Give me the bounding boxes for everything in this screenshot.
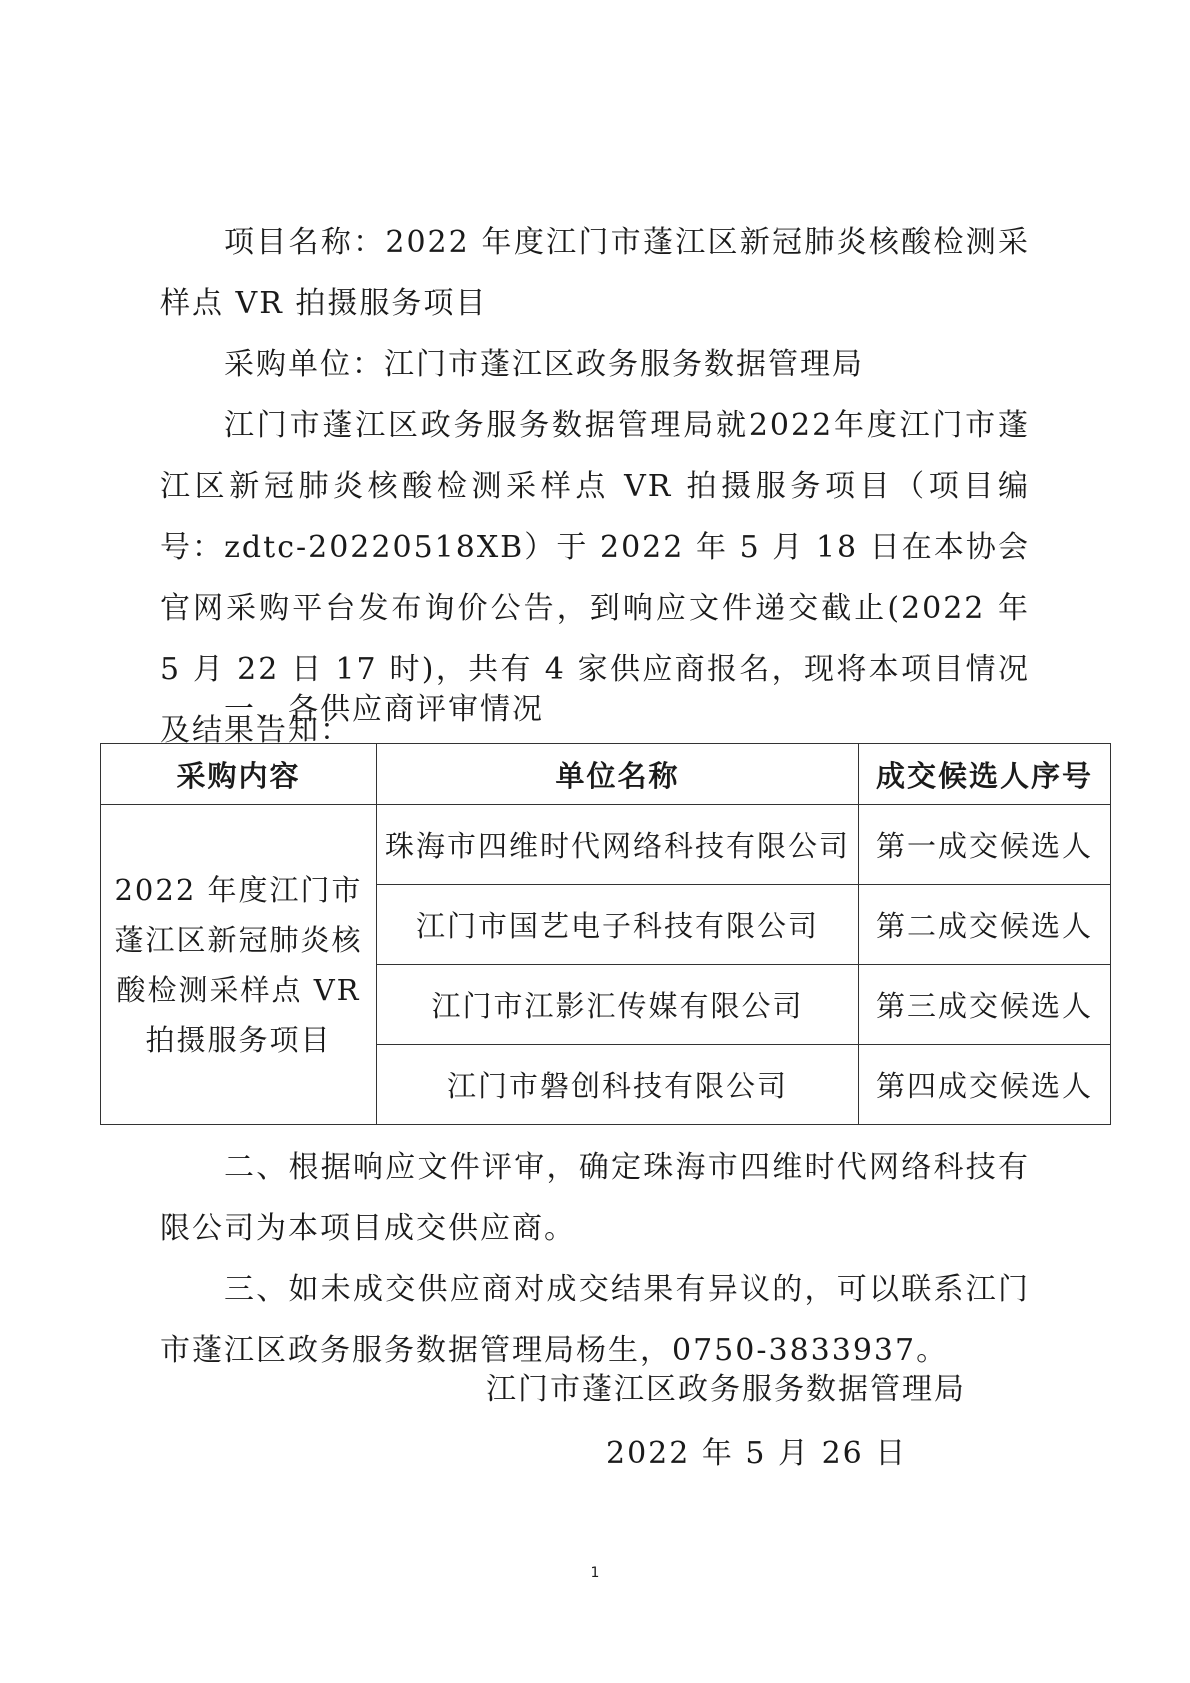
header-rank: 成交候选人序号 — [859, 744, 1111, 805]
rank-cell: 第二成交候选人 — [859, 885, 1111, 965]
signature-org: 江门市蓬江区政务服务数据管理局 — [486, 1372, 966, 1407]
company-cell: 江门市江影汇传媒有限公司 — [377, 965, 859, 1045]
company-cell: 珠海市四维时代网络科技有限公司 — [377, 805, 859, 885]
company-cell: 江门市磐创科技有限公司 — [377, 1045, 859, 1125]
section-3-paragraph: 三、如未成交供应商对成交结果有异议的，可以联系江门市蓬江区政务服务数据管理局杨生，0750-3833937。 — [160, 1272, 1030, 1368]
purchaser-paragraph: 采购单位：江门市蓬江区政务服务数据管理局 — [224, 347, 864, 382]
section-2-paragraph: 二、根据响应文件评审，确定珠海市四维时代网络科技有限公司为本项目成交供应商。 — [160, 1150, 1030, 1246]
table-row — [101, 805, 1111, 885]
rank-cell: 第四成交候选人 — [859, 1045, 1111, 1125]
header-company: 单位名称 — [377, 744, 859, 805]
section-1-title: 一、各供应商评审情况 — [224, 692, 544, 727]
procurement-content-cell: 2022 年度江门市蓬江区新冠肺炎核酸检测采样点 VR 拍摄服务项目 — [101, 805, 377, 1125]
table-header-row — [101, 744, 1111, 805]
header-content: 采购内容 — [101, 744, 377, 805]
signature-date: 2022 年 5 月 26 日 — [606, 1436, 908, 1471]
company-cell: 江门市国艺电子科技有限公司 — [377, 885, 859, 965]
rank-cell: 第一成交候选人 — [859, 805, 1111, 885]
rank-cell: 第三成交候选人 — [859, 965, 1111, 1045]
evaluation-table — [100, 743, 1111, 1125]
project-name-paragraph: 项目名称：2022 年度江门市蓬江区新冠肺炎核酸检测采样点 VR 拍摄服务项目 — [160, 225, 1030, 321]
intro-paragraph: 江门市蓬江区政务服务数据管理局就2022年度江门市蓬江区新冠肺炎核酸检测采样点 VR 拍摄服务项目（项目编号：zdtc-20220518XB）于 2022 年 5 月 18 日在本协会官网采购平台发布询价公告，到响应文件递交截止(2022 年 5 月 22 日 17 时)，共有 4 家供应商报名，现将本项目情况及结果告知： — [160, 408, 1030, 748]
page-number: 1 — [590, 1565, 600, 1581]
